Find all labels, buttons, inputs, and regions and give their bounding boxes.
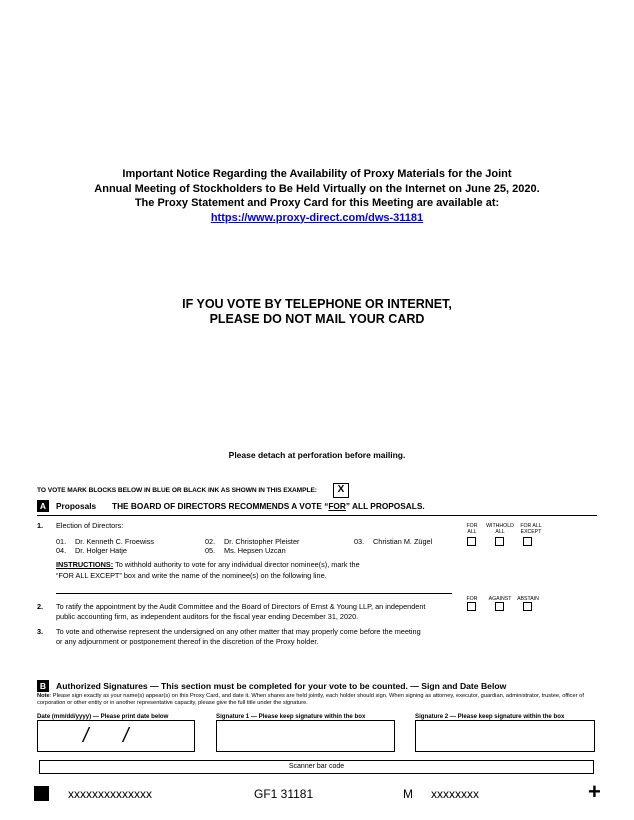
- footer-code-1: xxxxxxxxxxxxxx: [68, 787, 152, 801]
- section-b-badge: B: [37, 680, 49, 692]
- withhold-instructions: [56, 560, 456, 570]
- board-recommendation: [112, 501, 425, 511]
- footer-code-3: M: [403, 787, 413, 801]
- date-separator-1: /: [83, 725, 89, 747]
- nominee-04-num: 04.: [56, 546, 67, 555]
- proxy-url-link[interactable]: https://www.proxy-direct.com/dws-31181: [210, 211, 424, 224]
- proposal-2-number: 2.: [37, 602, 44, 611]
- date-box[interactable]: [37, 720, 195, 752]
- notice-line-2: Annual Meeting of Stockholders to Be Held Virtually on the Internet on June 25, 2020.: [94, 182, 540, 195]
- col-abstain: ABSTAIN: [517, 596, 539, 602]
- proxy-availability-notice: [0, 167, 634, 225]
- proposal-3-line-1: To vote and otherwise represent the undersigned on any other matter that may properly come before the meeting: [56, 627, 421, 636]
- rec-pre: THE BOARD OF DIRECTORS RECOMMENDS A VOTE “: [112, 501, 329, 511]
- col-for-all: FOR ALL: [466, 523, 478, 535]
- proposal-1-number: 1.: [37, 521, 44, 530]
- nominee-03-num: 03.: [354, 537, 365, 546]
- p1-for-all-except-checkbox[interactable]: [523, 537, 532, 546]
- proposal-2-line-2: public accounting firm, as independent auditors for the fiscal year ending December 31, 2020.: [56, 612, 359, 621]
- col-withhold-all: WITHHOLD ALL: [486, 523, 514, 535]
- scanner-bar-code: Scanner bar code: [39, 760, 594, 774]
- col-for-all-except: FOR ALL EXCEPT: [520, 523, 542, 535]
- proposal-3-line-2: or any adjournment or postponement thereof in the discretion of the Proxy holder.: [56, 637, 319, 646]
- p2-against-checkbox[interactable]: [495, 602, 504, 611]
- footer-code-2: GF1 31181: [254, 787, 314, 801]
- instructions-line-1: To withhold authority to vote for any individual director nominee(s), mark the: [113, 560, 360, 569]
- rec-post: ” ALL PROPOSALS.: [345, 501, 425, 511]
- example-mark-box: X: [333, 483, 349, 498]
- nominee-01-name: Dr. Kenneth C. Froewiss: [75, 537, 155, 546]
- nominee-04-name: Dr. Holger Hatje: [75, 546, 127, 555]
- p2-abstain-checkbox[interactable]: [523, 602, 532, 611]
- nominee-01-num: 01.: [56, 537, 67, 546]
- instructions-label: INSTRUCTIONS:: [56, 560, 114, 569]
- nominee-02-name: Dr. Christopher Pleister: [224, 537, 300, 546]
- footer-code-4: xxxxxxxx: [431, 787, 479, 801]
- notice-line-3: The Proxy Statement and Proxy Card for this Meeting are available at:: [134, 197, 500, 209]
- detach-instruction: Please detach at perforation before mailing.: [228, 450, 406, 460]
- mark-instructions: TO VOTE MARK BLOCKS BELOW IN BLUE OR BLACK INK AS SHOWN IN THIS EXAMPLE:: [37, 487, 317, 494]
- note-label: Note: [37, 693, 50, 699]
- p2-for-checkbox[interactable]: [467, 602, 476, 611]
- note-text: : Please sign exactly as your name(s) appear(s) on this Proxy Card, and date it. When shares are held jointly, each holder should sign. When signing as attorney, executor, guardian, administrator, trustee, officer of corporation or other entity or in another representative capacity, please give the full title under the signature.: [37, 693, 584, 706]
- col-for: FOR: [466, 596, 478, 602]
- registration-mark-square: [34, 786, 49, 801]
- nominee-write-in-line[interactable]: [56, 593, 452, 594]
- section-a-rule: [37, 515, 597, 516]
- col-against: AGAINST: [488, 596, 512, 602]
- rec-for: FOR: [328, 501, 346, 511]
- nominee-03-name: Christian M. Zügel: [373, 537, 433, 546]
- signature-1-box[interactable]: [216, 720, 395, 752]
- p1-withhold-all-checkbox[interactable]: [495, 537, 504, 546]
- section-a-title: Proposals: [56, 501, 97, 511]
- proposal-1-label: Election of Directors:: [56, 521, 124, 530]
- vote-warning: [0, 297, 634, 327]
- section-b-title: Authorized Signatures — This section must be completed for your vote to be counted. — Sign and Date Below: [56, 681, 507, 691]
- vote-warning-line-1: IF YOU VOTE BY TELEPHONE OR INTERNET,: [182, 297, 452, 311]
- registration-plus-mark: +: [588, 779, 601, 804]
- proposal-2-line-1: To ratify the appointment by the Audit Committee and the Board of Directors of Ernst & Young LLP, an independent: [56, 602, 426, 611]
- nominee-05-num: 05.: [205, 546, 216, 555]
- section-a-badge: A: [37, 500, 49, 512]
- signature-2-label: Signature 2 — Please keep signature within the box: [415, 713, 565, 720]
- instructions-line-2: “FOR ALL EXCEPT” box and write the name of the nominee(s) on the following line.: [56, 571, 327, 580]
- vote-warning-line-2: PLEASE DO NOT MAIL YOUR CARD: [209, 312, 425, 326]
- signature-2-box[interactable]: [415, 720, 595, 752]
- proposal-3-number: 3.: [37, 627, 44, 636]
- date-label: Date (mm/dd/yyyy) — Please print date below: [37, 713, 169, 720]
- p1-for-all-checkbox[interactable]: [467, 537, 476, 546]
- nominee-05-name: Ms. Hepsen Uzcan: [224, 546, 286, 555]
- nominee-02-num: 02.: [205, 537, 216, 546]
- notice-line-1: Important Notice Regarding the Availability of Proxy Materials for the Joint: [122, 168, 512, 180]
- signature-1-label: Signature 1 — Please keep signature within the box: [216, 713, 366, 720]
- signature-note: [37, 693, 597, 707]
- date-separator-2: /: [123, 725, 129, 747]
